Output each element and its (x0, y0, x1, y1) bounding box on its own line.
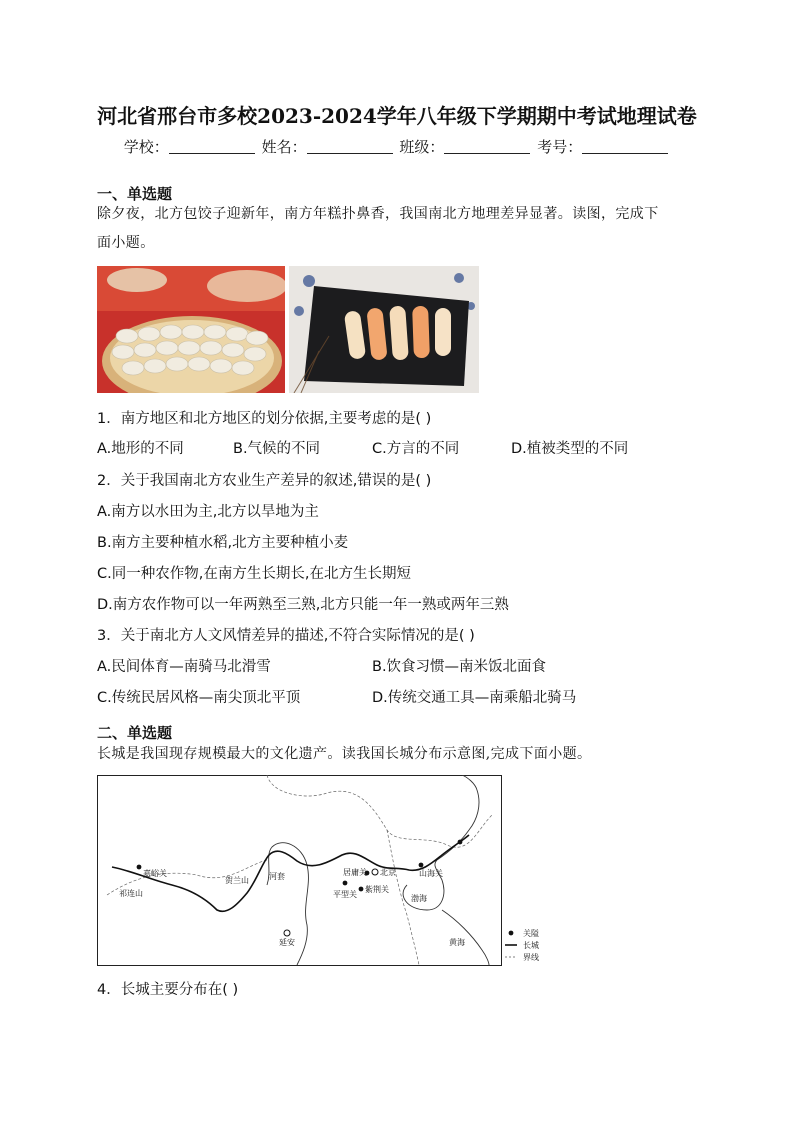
question-1-stem: 1．南方地区和北方地区的划分依据,主要考虑的是( ) (97, 411, 432, 427)
question-3-option-c[interactable]: C.传统民居风格—南尖顶北平顶 (97, 690, 301, 706)
label-qilianshan: 祁连山 (119, 889, 143, 898)
section-2-heading: 二、单选题 (97, 724, 173, 742)
question-2-option-a[interactable]: A.南方以水田为主,北方以旱地为主 (97, 504, 319, 520)
label-helanshan: 贺兰山 (225, 876, 249, 885)
class-label: 班级： (399, 138, 445, 156)
great-wall-map (97, 775, 547, 967)
label-shanhaiguan: 山海关 (419, 869, 443, 878)
school-label: 学校： (123, 138, 169, 156)
question-1-option-a[interactable]: A.地形的不同 (97, 441, 184, 457)
name-blank (307, 139, 393, 154)
question-3-option-a[interactable]: A.民间体育—南骑马北滑雪 (97, 659, 271, 675)
label-yanan: 延安 (279, 938, 295, 947)
label-pingxingguan: 平型关 (333, 890, 357, 899)
label-jiayuguan: 嘉峪关 (143, 869, 167, 878)
rice-cake-photo (289, 266, 479, 393)
question-4-stem: 4．长城主要分布在( ) (97, 982, 239, 998)
section-1-intro-line1: 除夕夜，北方包饺子迎新年，南方年糕扑鼻香，我国南北方地理差异显著。读图，完成下 (97, 206, 659, 222)
legend-boundary: 界线 (523, 953, 539, 962)
section-1-heading: 一、单选题 (97, 185, 173, 203)
exam-number-blank (582, 139, 668, 154)
question-3-stem: 3．关于南北方人文风情差异的描述,不符合实际情况的是( ) (97, 628, 475, 644)
section-2-intro: 长城是我国现存规模最大的文化遗产。读我国长城分布示意图,完成下面小题。 (97, 746, 592, 762)
label-hetao: 河套 (269, 872, 285, 881)
map-legend (505, 928, 539, 962)
legend-pass: 关隘 (523, 929, 539, 938)
dumplings-photo (97, 266, 285, 393)
question-2-option-c[interactable]: C.同一种农作物,在南方生长期长,在北方生长期短 (97, 566, 411, 582)
page-title: 河北省邢台市多校2023-2024学年八年级下学期期中考试地理试卷 (97, 104, 697, 128)
question-2-option-b[interactable]: B.南方主要种植水稻,北方主要种植小麦 (97, 535, 349, 551)
label-huanghai: 黄海 (449, 938, 465, 947)
question-2-option-d[interactable]: D.南方农作物可以一年两熟至三熟,北方只能一年一熟或两年三熟 (97, 597, 509, 613)
exam-number-label: 考号： (537, 138, 583, 156)
class-blank (444, 139, 530, 154)
question-1-option-c[interactable]: C.方言的不同 (372, 441, 460, 457)
question-3-option-b[interactable]: B.饮食习惯—南米饭北面食 (372, 659, 547, 675)
name-label: 姓名： (261, 138, 307, 156)
label-beijing: 北京 (380, 868, 396, 877)
label-bohai: 渤海 (411, 894, 427, 903)
question-1-option-b[interactable]: B.气候的不同 (233, 441, 321, 457)
section-1-intro-line2: 面小题。 (97, 235, 155, 251)
question-1-option-d[interactable]: D.植被类型的不同 (511, 441, 629, 457)
label-juyongguan: 居庸关 (343, 868, 367, 877)
student-info-row (0, 136, 794, 157)
question-2-stem: 2．关于我国南北方农业生产差异的叙述,错误的是( ) (97, 473, 432, 489)
section-1-intro (97, 200, 701, 258)
school-blank (169, 139, 255, 154)
question-3-option-d[interactable]: D.传统交通工具—南乘船北骑马 (372, 690, 577, 706)
legend-wall: 长城 (523, 941, 539, 950)
label-zijingguan: 紫荆关 (365, 885, 389, 894)
